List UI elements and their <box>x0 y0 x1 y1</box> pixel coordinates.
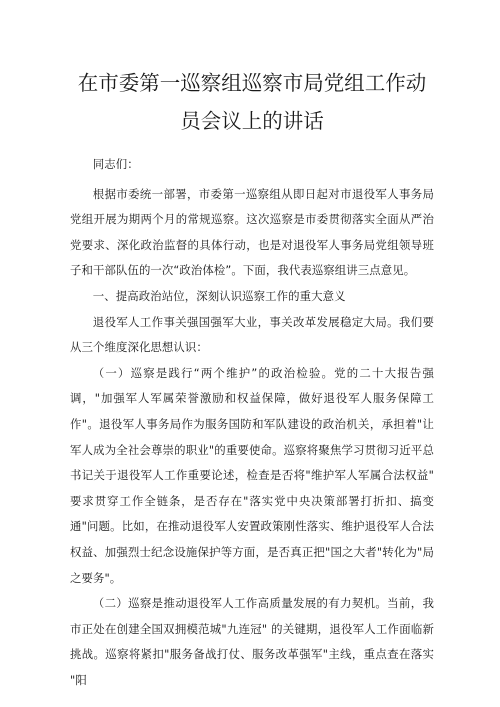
paragraph-section-1-intro: 退役军人工作事关强国强军大业，事关改革发展稳定大局。我们要从三个维度深化思想认识： <box>70 314 434 355</box>
salutation: 同志们： <box>92 157 139 171</box>
document-title-line-2: 员会议上的讲话 <box>180 109 324 133</box>
document-title-line-1: 在市委第一巡察组巡察市局党组工作动 <box>77 71 427 95</box>
paragraph-point-2: （二）巡察是推动退役军人工作高质量发展的有力契机。当前，我市正处在创建全国双拥模范城"九连冠" 的关键期，退役军人工作面临新挑战。巡察将紧扣"服务备战打仗、服务改革强军"主线，重点查在落实 "阳 <box>70 596 434 687</box>
paragraph-intro: 根据市委统一部署，市委第一巡察组从即日起对市退役军人事务局党组开展为期两个月的常规巡察。这次巡察是市委贯彻落实全面从严治党要求、深化政治监督的具体行动，也是对退役军人事务局党组领导班子和干部队伍的一次“政治体检”。下面，我代表巡察组讲三点意见。 <box>70 186 434 278</box>
section-heading-1: 一、提高政治站位，深刻认识巡察工作的重大意义 <box>92 288 346 303</box>
paragraph-point-1: （一）巡察是践行“两个维护”的政治检验。党的二十大报告强调，"加强军人军属荣誉激励和权益保障，做好退役军人服务保障工作"。退役军人事务局作为服务国防和军队建设的政治机关，承担着"让军人成为全社会尊崇的职业"的重要使命。巡察将聚焦学习贯彻习近平总书记关于退役军人工作重要论述，检查是否将"维护军人军属合法权益" 要求贯穿工作全链条，是否存在"落实党中央决策部署打折扣、搞变通"问题。比如，在推动退役军人安置政策刚性落实、维护退役军人合法权益、加强烈士纪念设施保护等方面，是否真正把"国之大者"转化为"局之要务"。 <box>70 365 434 585</box>
